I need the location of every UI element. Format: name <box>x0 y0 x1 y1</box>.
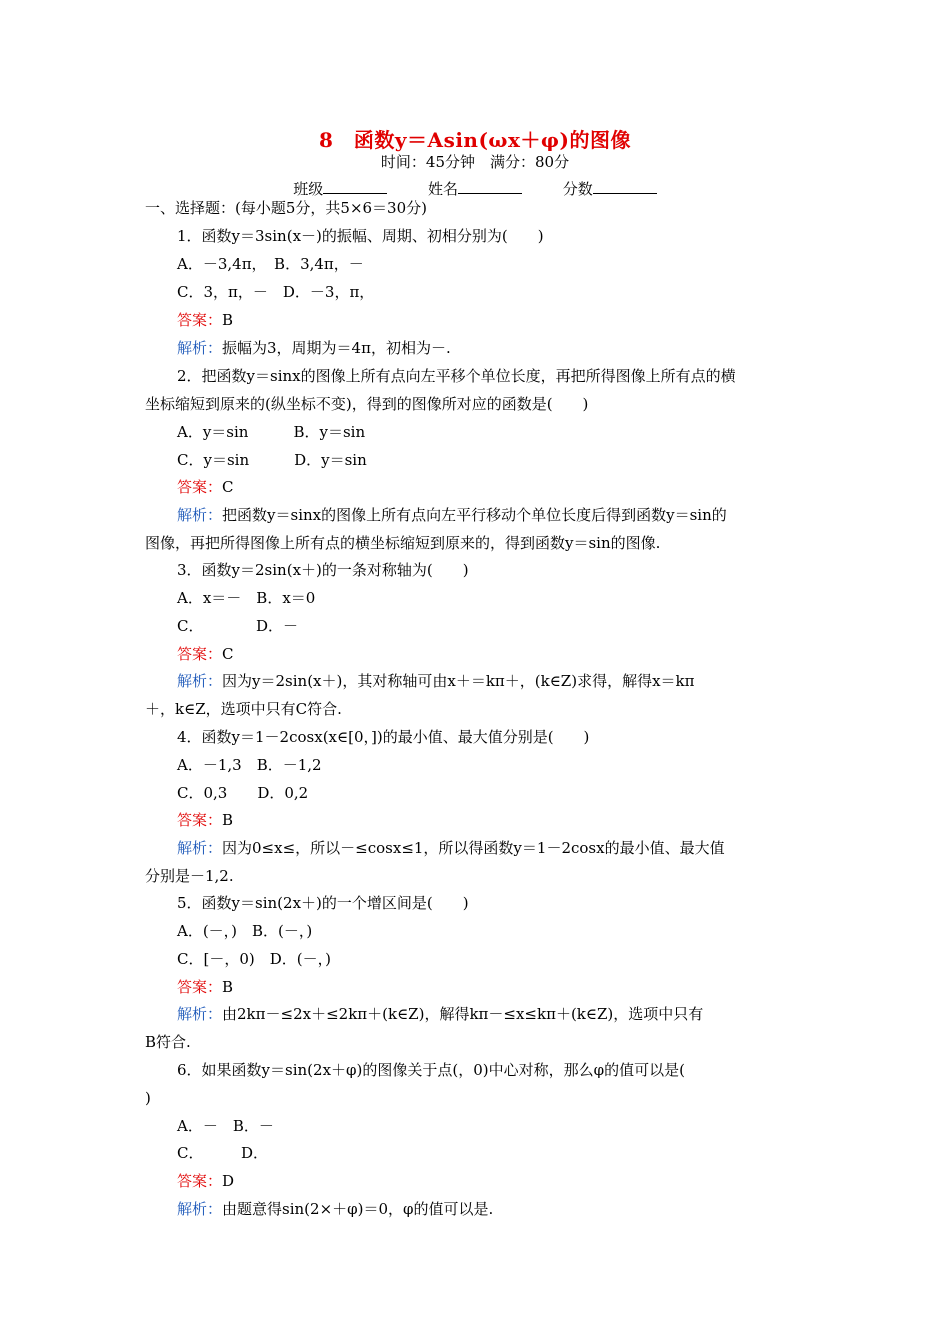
analysis-label: 解析： <box>177 672 223 690</box>
q5-options-ab: A．(－，) B．(－，) <box>177 922 313 940</box>
q1-stem: 1．函数y＝3sin(x－)的振幅、周期、初相分别为( ) <box>177 227 544 245</box>
answer-label: 答案： <box>177 311 223 329</box>
q2-analysis-line1 <box>177 505 727 525</box>
answer-label: 答案： <box>177 1172 223 1190</box>
name-field <box>428 178 522 199</box>
q6-options-ab: A．－ B．－ <box>177 1117 274 1135</box>
q4-answer <box>177 810 233 830</box>
class-label: 班级 <box>293 180 324 198</box>
q4-options-ab: A．－1,3 B．－1,2 <box>177 756 322 774</box>
q1-analysis-text: 振幅为3，周期为＝4π，初相为－. <box>222 339 451 357</box>
q5-answer-value: B <box>222 978 234 996</box>
q3-answer <box>177 644 234 664</box>
q1-options-ab: A．－3,4π， B．3,4π，－ <box>177 255 364 273</box>
name-label: 姓名 <box>427 180 458 198</box>
q1-answer <box>177 310 233 330</box>
q4-options-cd: C．0,3 D．0,2 <box>177 784 309 802</box>
q2-options-ab: A．y＝sin B．y＝sin <box>177 423 366 441</box>
name-blank <box>458 179 522 194</box>
answer-label: 答案： <box>177 978 223 996</box>
q6-stem-line2: ) <box>145 1089 151 1107</box>
q1-options-cd: C．3，π，－ D．－3，π， <box>177 283 375 301</box>
q4-answer-value: B <box>222 811 234 829</box>
q4-analysis-text: 因为0≤x≤，所以－≤cosx≤1，所以得函数y＝1－2cosx的最小值、最大值 <box>222 839 725 857</box>
class-blank <box>323 179 387 194</box>
section-heading: 一、选择题：(每小题5分，共5×6＝30分) <box>145 199 427 217</box>
q3-answer-value: C <box>222 645 234 663</box>
exam-meta: 时间：45分钟 满分：80分 <box>380 153 570 171</box>
q3-analysis-text: 因为y＝2sin(x＋)，其对称轴可由x＋＝kπ＋，(k∈Z)求得，解得x＝kπ <box>222 672 695 690</box>
q1-answer-value: B <box>222 311 234 329</box>
q6-options-cd: C． D． <box>177 1144 269 1162</box>
q6-analysis <box>177 1199 493 1219</box>
q5-analysis-line1 <box>177 1004 703 1024</box>
q2-analysis-text: 把函数y＝sinx的图像上所有点向左平行移动个单位长度后得到函数y＝sin的 <box>222 506 727 524</box>
q3-options-ab: A．x＝－ B．x＝0 <box>177 589 316 607</box>
score-blank <box>593 179 657 194</box>
q5-answer <box>177 977 233 997</box>
q4-analysis-line1 <box>177 838 725 858</box>
q5-analysis-line2: B符合. <box>145 1033 191 1051</box>
q1-analysis <box>177 338 451 358</box>
q5-stem: 5．函数y＝sin(2x＋)的一个增区间是( ) <box>177 894 469 912</box>
score-label: 分数 <box>562 180 593 198</box>
answer-label: 答案： <box>177 645 223 663</box>
q6-stem-line1: 6．如果函数y＝sin(2x＋φ)的图像关于点(，0)中心对称，那么φ的值可以是( <box>177 1061 685 1079</box>
q6-answer-value: D <box>222 1172 235 1190</box>
analysis-label: 解析： <box>177 506 223 524</box>
class-field <box>293 178 387 199</box>
q2-options-cd: C．y＝sin D．y＝sin <box>177 451 367 469</box>
q2-stem-line1: 2．把函数y＝sinx的图像上所有点向左平移个单位长度，再把所得图像上所有点的横 <box>177 367 736 385</box>
q2-answer-value: C <box>222 478 234 496</box>
q2-stem-line2: 坐标缩短到原来的(纵坐标不变)，得到的图像所对应的函数是( ) <box>145 395 589 413</box>
answer-label: 答案： <box>177 478 223 496</box>
q4-analysis-line2: 分别是－1,2. <box>145 867 234 885</box>
analysis-label: 解析： <box>177 339 223 357</box>
q6-analysis-text: 由题意得sin(2×＋φ)＝0，φ的值可以是. <box>222 1200 494 1218</box>
q3-options-cd: C． D．－ <box>177 617 299 635</box>
q3-analysis-line1 <box>177 671 695 691</box>
q4-stem: 4．函数y＝1－2cosx(x∈[0，])的最小值、最大值分别是( ) <box>177 728 590 746</box>
analysis-label: 解析： <box>177 1200 223 1218</box>
page-title: 8 函数y＝Asin(ωx＋φ)的图像 <box>319 128 631 152</box>
analysis-label: 解析： <box>177 839 223 857</box>
q2-analysis-line2: 图像，再把所得图像上所有点的横坐标缩短到原来的，得到函数y＝sin的图像. <box>145 534 661 552</box>
q2-answer <box>177 477 234 497</box>
q3-analysis-line2: ＋，k∈Z，选项中只有C符合. <box>145 700 342 718</box>
score-field <box>563 178 657 199</box>
q3-stem: 3．函数y＝2sin(x＋)的一条对称轴为( ) <box>177 561 469 579</box>
q6-answer <box>177 1171 234 1191</box>
q5-analysis-text: 由2kπ－≤2x＋≤2kπ＋(k∈Z)，解得kπ－≤x≤kπ＋(k∈Z)，选项中只有 <box>222 1005 704 1023</box>
analysis-label: 解析： <box>177 1005 223 1023</box>
student-info-fields <box>0 178 950 199</box>
answer-label: 答案： <box>177 811 223 829</box>
q5-options-cd: C．[－，0) D．(－，) <box>177 950 331 968</box>
